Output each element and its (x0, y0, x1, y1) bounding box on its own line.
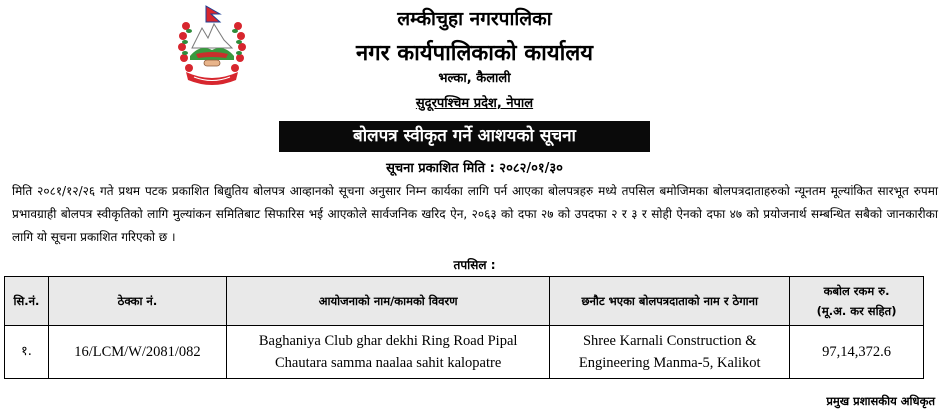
table-row (5, 326, 924, 379)
header-amount-line1: कबोल रकम रु. (823, 284, 890, 298)
header-project: आयोजनाको नाम/कामको विवरण (226, 277, 550, 326)
office-name: नगर कार्यपालिकाको कार्यालय (356, 41, 593, 66)
header-amount (790, 277, 924, 326)
award-table (4, 276, 924, 379)
header-contract-no: ठेक्का नं. (48, 277, 226, 326)
table-header-row (5, 277, 924, 326)
header-sn: सि.नं. (5, 277, 49, 326)
cell-amount: 97,14,372.6 (790, 326, 924, 379)
schedule-label: तपसिल : (453, 258, 496, 272)
header-amount-line2: (मू.अ. कर सहित) (816, 304, 897, 318)
header-bidder: छनौट भएका बोलपत्रदाताको नाम र ठेगाना (550, 277, 790, 326)
municipality-name: लम्कीचुहा नगरपालिका (397, 8, 552, 30)
province-country: सुदूरपश्चिम प्रदेश, नेपाल (415, 96, 534, 111)
cell-project: Baghaniya Club ghar dekhi Ring Road Pipal Chautara samma naalaa sahit kalopatre (226, 326, 550, 379)
signoff: प्रमुख प्रशासकीय अधिकृत (826, 394, 935, 408)
cell-contract-no: 16/LCM/W/2081/082 (48, 326, 226, 379)
published-date: सूचना प्रकाशित मिति : २०८२/०१/३० (386, 161, 563, 176)
notice-body: मिति २०८१/१२/२६ गते प्रथम पटक प्रकाशित बिद्युतिय बोलपत्र आव्हानको सूचना अनुसार निम्न कार्यका लागि पर्न आएका बोलपत्रहरु मध्ये तपसिल बमोजिमका बोलपत्रदाताहरुको न्यूनतम मूल्यांकित सारभूत रुपमा प्रभावग्राही बोलपत्र स्वीकृतिको लागि मुल्यांकन समितिबाट सिफारिस भई आएकोले सार्वजनिक खरिद ऐन, २०६३ को दफा २७ को उपदफा २ र ३ र सोही ऐनको दफा ४७ को प्रयोजनार्थ सम्बन्धित सबैको जानकारीका लागि यो सूचना प्रकाशित गरिएको छ । (12, 184, 938, 244)
cell-sn: १. (5, 326, 49, 379)
cell-bidder: Shree Karnali Construction & Engineering Manma-5, Kalikot (550, 326, 790, 379)
office-location: भल्का, कैलाली (438, 71, 511, 86)
notice-title: बोलपत्र स्वीकृत गर्ने आशयको सूचना (279, 121, 650, 152)
